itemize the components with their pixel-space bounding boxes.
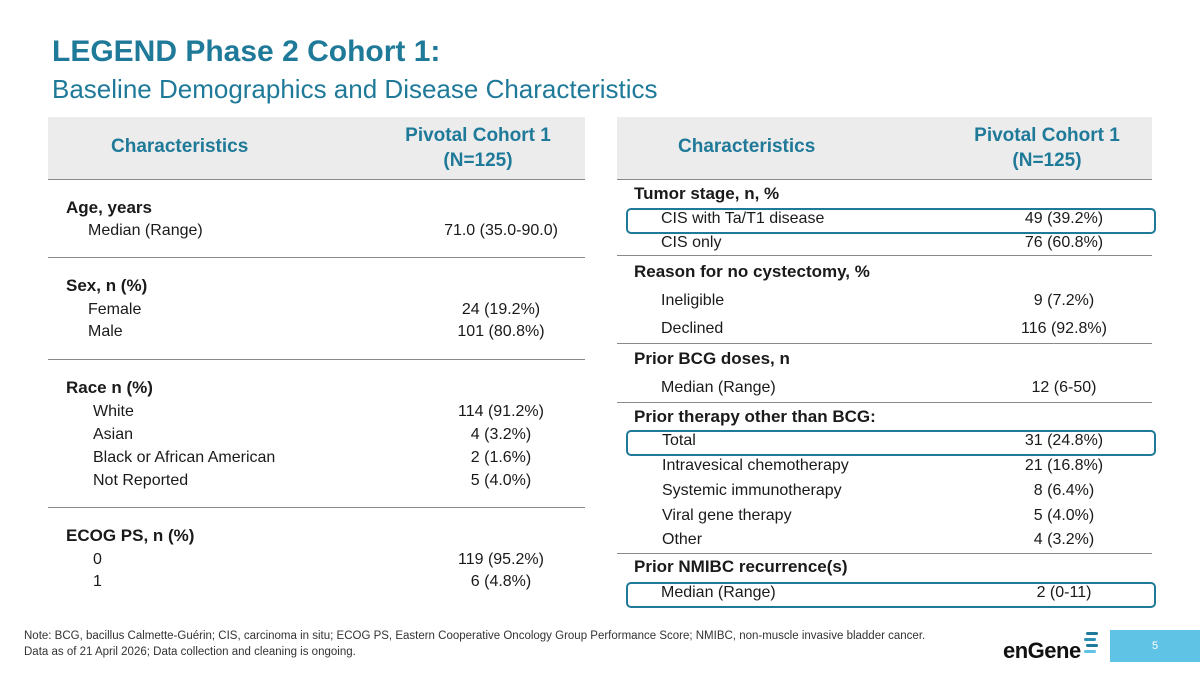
row-value: 6 (4.8%) [470, 573, 532, 590]
table-row [48, 323, 585, 346]
divider [617, 255, 1152, 256]
row-value: 76 (60.8%) [1024, 234, 1104, 251]
row-label: Median (Range) [661, 379, 776, 396]
left-section-age [48, 180, 585, 258]
right-header-characteristics: Characteristics [678, 136, 816, 157]
divider [617, 553, 1152, 554]
slide-title: LEGEND Phase 2 Cohort 1: [52, 35, 441, 68]
row-value: 49 (39.2%) [1024, 210, 1104, 227]
engene-logo-text: enGene [1003, 638, 1081, 663]
row-label: Intravesical chemotherapy [662, 457, 849, 474]
section-title: Race n (%) [66, 378, 153, 397]
table-row [48, 551, 585, 574]
row-label: 1 [93, 573, 102, 590]
row-value: 71.0 (35.0-90.0) [444, 222, 558, 239]
row-label: Viral gene therapy [662, 507, 792, 524]
row-value: 5 (4.0%) [1033, 507, 1095, 524]
left-section-race [48, 360, 585, 508]
table-row [617, 530, 1152, 554]
left-table-header [48, 117, 585, 180]
table-row [48, 573, 585, 596]
row-label: Male [88, 323, 123, 340]
engene-logo-icon [1082, 631, 1098, 659]
section-title: Reason for no cystectomy, % [634, 262, 870, 281]
section-title: Tumor stage, n, % [634, 184, 780, 203]
divider [617, 402, 1152, 403]
section-title: Prior NMIBC recurrence(s) [634, 557, 848, 576]
table-row [48, 403, 585, 426]
table-row [617, 583, 1152, 607]
left-header-characteristics: Characteristics [111, 136, 249, 157]
row-value: 12 (6-50) [1031, 379, 1097, 396]
table-row [617, 319, 1152, 343]
row-value: 8 (6.4%) [1033, 482, 1095, 499]
table-row [617, 431, 1152, 455]
row-value: 31 (24.8%) [1024, 432, 1104, 449]
row-value: 9 (7.2%) [1033, 292, 1095, 309]
footnote-data-date: Data as of 21 April 2026; Data collection and cleaning is ongoing. [24, 646, 356, 658]
row-value: 2 (0-11) [1036, 584, 1092, 601]
divider [617, 343, 1152, 344]
table-row [48, 426, 585, 449]
row-label: Asian [93, 426, 134, 443]
section-title: Sex, n (%) [66, 276, 148, 295]
table-row [48, 301, 585, 324]
row-label: Total [662, 432, 696, 449]
left-section-sex [48, 258, 585, 360]
row-value: 116 (92.8%) [1021, 320, 1107, 337]
row-value: 21 (16.8%) [1024, 457, 1104, 474]
right-header-cohort [952, 123, 1142, 173]
section-title: Prior therapy other than BCG: [634, 407, 876, 426]
row-label: Not Reported [93, 472, 189, 489]
row-label: Median (Range) [661, 584, 776, 601]
right-header-cohort-line1: Pivotal Cohort 1 [974, 125, 1120, 146]
row-label: Median (Range) [88, 222, 203, 239]
row-value: 114 (91.2%) [458, 403, 544, 420]
table-row [617, 481, 1152, 505]
right-table [617, 117, 1152, 607]
row-value: 4 (3.2%) [470, 426, 532, 443]
row-label: CIS only [661, 234, 722, 251]
table-row [617, 378, 1152, 402]
row-label: 0 [93, 551, 102, 568]
left-section-ecog [48, 508, 585, 598]
table-row [617, 456, 1152, 480]
section-title: Age, years [66, 198, 152, 217]
row-value: 24 (19.2%) [461, 301, 541, 318]
section-title: ECOG PS, n (%) [66, 526, 195, 545]
row-label: Black or African American [93, 449, 276, 466]
table-row [617, 209, 1152, 233]
table-row [48, 222, 585, 245]
row-value: 4 (3.2%) [1033, 531, 1095, 548]
row-label: CIS with Ta/T1 disease [661, 210, 825, 227]
left-header-cohort [383, 123, 573, 173]
row-value: 119 (95.2%) [458, 551, 544, 568]
row-value: 5 (4.0%) [470, 472, 532, 489]
slide-subtitle: Baseline Demographics and Disease Characteristics [52, 74, 658, 104]
table-row [48, 449, 585, 472]
table-row [617, 291, 1152, 315]
row-label: Declined [661, 320, 724, 337]
left-header-cohort-line1: Pivotal Cohort 1 [405, 125, 551, 146]
page-number: 5 [1110, 630, 1200, 662]
right-table-header [617, 117, 1152, 180]
left-table [48, 117, 585, 598]
right-header-cohort-line2: (N=125) [1012, 150, 1082, 171]
left-header-cohort-line2: (N=125) [443, 150, 513, 171]
table-row [48, 472, 585, 495]
row-value: 2 (1.6%) [470, 449, 532, 466]
row-label: White [93, 403, 134, 420]
row-label: Other [662, 531, 703, 548]
row-value: 101 (80.8%) [457, 323, 545, 340]
row-label: Systemic immunotherapy [662, 482, 842, 499]
footnote-abbreviations: Note: BCG, bacillus Calmette-Guérin; CIS, carcinoma in situ; ECOG PS, Eastern Cooperative Oncology Group Performance Score; NMIBC, non-muscle invasive bladder cancer. [24, 630, 926, 642]
row-label: Ineligible [661, 292, 725, 309]
table-row [617, 506, 1152, 530]
row-label: Female [88, 301, 142, 318]
section-title: Prior BCG doses, n [634, 349, 790, 368]
table-row [617, 233, 1152, 257]
